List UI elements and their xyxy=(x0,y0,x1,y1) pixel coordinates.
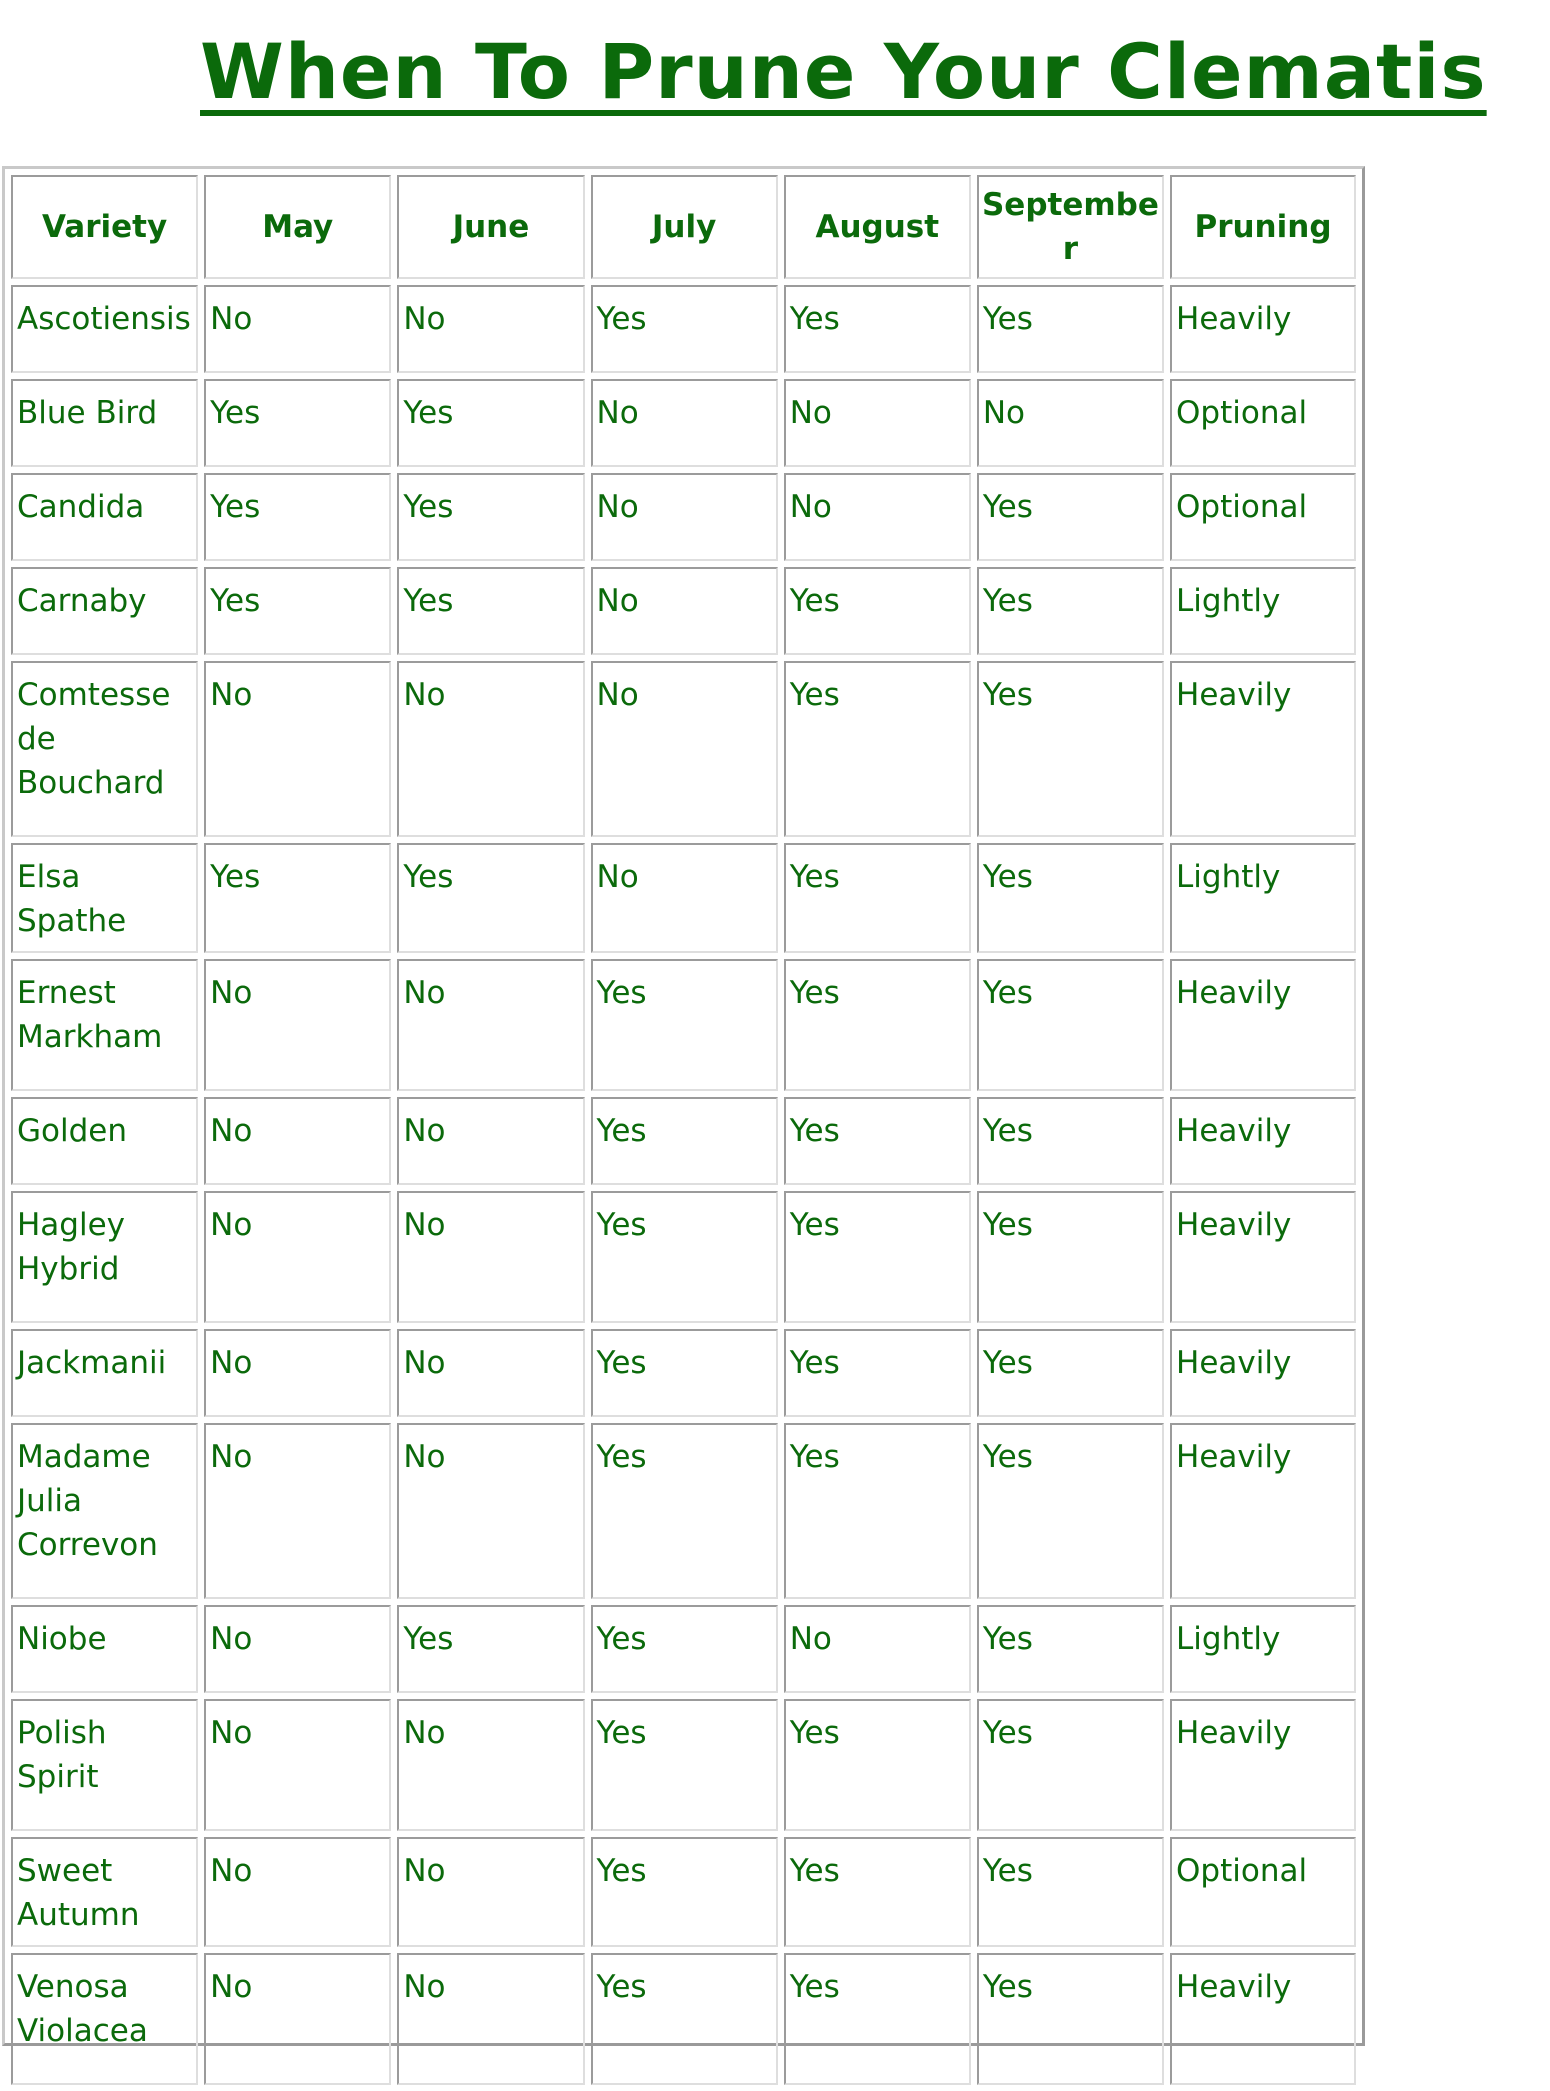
table-row xyxy=(11,379,1356,467)
pruning-cell: Heavily xyxy=(1170,1191,1356,1323)
table-row xyxy=(11,473,1356,561)
july-cell: Yes xyxy=(591,1953,778,2085)
may-cell: Yes xyxy=(204,473,391,561)
may-cell: No xyxy=(204,1605,391,1693)
may-cell: No xyxy=(204,661,391,837)
july-cell: Yes xyxy=(591,1423,778,1599)
august-cell: Yes xyxy=(784,1191,971,1323)
variety-cell: Ascotiensis xyxy=(11,285,198,373)
may-cell: No xyxy=(204,1953,391,2085)
june-cell: No xyxy=(397,1097,584,1185)
may-cell: No xyxy=(204,959,391,1091)
table-row xyxy=(11,661,1356,837)
june-cell: Yes xyxy=(397,843,584,953)
variety-cell: Sweet Autumn xyxy=(11,1837,198,1947)
header-pruning: Pruning xyxy=(1170,175,1356,279)
august-cell: Yes xyxy=(784,1699,971,1831)
july-cell: No xyxy=(591,567,778,655)
table-row xyxy=(11,843,1356,953)
pruning-table-container xyxy=(2,166,1365,2049)
table-row xyxy=(11,1699,1356,1831)
july-cell: Yes xyxy=(591,285,778,373)
july-cell: Yes xyxy=(591,1097,778,1185)
may-cell: No xyxy=(204,1329,391,1417)
june-cell: No xyxy=(397,959,584,1091)
header-september: September xyxy=(977,175,1164,279)
july-cell: Yes xyxy=(591,1699,778,1831)
june-cell: No xyxy=(397,285,584,373)
may-cell: No xyxy=(204,1423,391,1599)
variety-cell: Elsa Spathe xyxy=(11,843,198,953)
may-cell: Yes xyxy=(204,379,391,467)
table-row xyxy=(11,1605,1356,1693)
variety-cell: Hagley Hybrid xyxy=(11,1191,198,1323)
table-row xyxy=(11,285,1356,373)
may-cell: No xyxy=(204,1097,391,1185)
september-cell: Yes xyxy=(977,1423,1164,1599)
variety-cell: Blue Bird xyxy=(11,379,198,467)
pruning-cell: Optional xyxy=(1170,379,1356,467)
table-row xyxy=(11,959,1356,1091)
variety-cell: Carnaby xyxy=(11,567,198,655)
variety-cell: Comtesse de Bouchard xyxy=(11,661,198,837)
may-cell: No xyxy=(204,285,391,373)
june-cell: Yes xyxy=(397,567,584,655)
pruning-cell: Heavily xyxy=(1170,1699,1356,1831)
august-cell: Yes xyxy=(784,959,971,1091)
may-cell: No xyxy=(204,1837,391,1947)
june-cell: No xyxy=(397,1329,584,1417)
variety-cell: Jackmanii xyxy=(11,1329,198,1417)
august-cell: Yes xyxy=(784,1837,971,1947)
july-cell: Yes xyxy=(591,1837,778,1947)
pruning-cell: Heavily xyxy=(1170,285,1356,373)
variety-cell: Polish Spirit xyxy=(11,1699,198,1831)
table-row xyxy=(11,1097,1356,1185)
august-cell: Yes xyxy=(784,1423,971,1599)
june-cell: No xyxy=(397,661,584,837)
august-cell: No xyxy=(784,473,971,561)
july-cell: Yes xyxy=(591,1329,778,1417)
may-cell: Yes xyxy=(204,843,391,953)
table-row xyxy=(11,1329,1356,1417)
june-cell: No xyxy=(397,1699,584,1831)
variety-cell: Niobe xyxy=(11,1605,198,1693)
table-row xyxy=(11,1837,1356,1947)
july-cell: Yes xyxy=(591,1191,778,1323)
july-cell: No xyxy=(591,473,778,561)
july-cell: Yes xyxy=(591,959,778,1091)
august-cell: No xyxy=(784,1605,971,1693)
header-row xyxy=(11,175,1356,279)
june-cell: Yes xyxy=(397,473,584,561)
september-cell: Yes xyxy=(977,1097,1164,1185)
pruning-cell: Lightly xyxy=(1170,1605,1356,1693)
table-row xyxy=(11,1423,1356,1599)
august-cell: Yes xyxy=(784,843,971,953)
table-body xyxy=(11,285,1356,2085)
variety-cell: Madame Julia Correvon xyxy=(11,1423,198,1599)
variety-cell: Venosa Violacea xyxy=(11,1953,198,2085)
june-cell: Yes xyxy=(397,379,584,467)
july-cell: Yes xyxy=(591,1605,778,1693)
variety-cell: Candida xyxy=(11,473,198,561)
pruning-cell: Optional xyxy=(1170,1837,1356,1947)
august-cell: Yes xyxy=(784,567,971,655)
table-row xyxy=(11,1953,1356,2085)
august-cell: Yes xyxy=(784,285,971,373)
header-variety: Variety xyxy=(11,175,198,279)
july-cell: No xyxy=(591,843,778,953)
pruning-cell: Optional xyxy=(1170,473,1356,561)
september-cell: Yes xyxy=(977,959,1164,1091)
august-cell: Yes xyxy=(784,1097,971,1185)
table-header xyxy=(11,175,1356,279)
september-cell: Yes xyxy=(977,1605,1164,1693)
header-june: June xyxy=(397,175,584,279)
july-cell: No xyxy=(591,379,778,467)
may-cell: No xyxy=(204,1191,391,1323)
variety-cell: Golden xyxy=(11,1097,198,1185)
header-july: July xyxy=(591,175,778,279)
september-cell: Yes xyxy=(977,1699,1164,1831)
september-cell: Yes xyxy=(977,1837,1164,1947)
september-cell: Yes xyxy=(977,1191,1164,1323)
pruning-cell: Heavily xyxy=(1170,1423,1356,1599)
september-cell: Yes xyxy=(977,1329,1164,1417)
september-cell: Yes xyxy=(977,473,1164,561)
august-cell: Yes xyxy=(784,1329,971,1417)
header-may: May xyxy=(204,175,391,279)
august-cell: Yes xyxy=(784,661,971,837)
september-cell: No xyxy=(977,379,1164,467)
august-cell: Yes xyxy=(784,1953,971,2085)
pruning-cell: Lightly xyxy=(1170,567,1356,655)
pruning-cell: Heavily xyxy=(1170,1329,1356,1417)
september-cell: Yes xyxy=(977,661,1164,837)
june-cell: No xyxy=(397,1423,584,1599)
may-cell: No xyxy=(204,1699,391,1831)
june-cell: No xyxy=(397,1953,584,2085)
table-row xyxy=(11,567,1356,655)
july-cell: No xyxy=(591,661,778,837)
pruning-cell: Heavily xyxy=(1170,1953,1356,2085)
pruning-cell: Heavily xyxy=(1170,959,1356,1091)
pruning-cell: Heavily xyxy=(1170,661,1356,837)
september-cell: Yes xyxy=(977,1953,1164,2085)
pruning-cell: Lightly xyxy=(1170,843,1356,953)
september-cell: Yes xyxy=(977,567,1164,655)
may-cell: Yes xyxy=(204,567,391,655)
variety-cell: Ernest Markham xyxy=(11,959,198,1091)
june-cell: Yes xyxy=(397,1605,584,1693)
pruning-table xyxy=(5,169,1362,2091)
table-row xyxy=(11,1191,1356,1323)
september-cell: Yes xyxy=(977,843,1164,953)
page-title: When To Prune Your Clematis xyxy=(200,27,1487,116)
september-cell: Yes xyxy=(977,285,1164,373)
june-cell: No xyxy=(397,1191,584,1323)
august-cell: No xyxy=(784,379,971,467)
header-august: August xyxy=(784,175,971,279)
pruning-cell: Heavily xyxy=(1170,1097,1356,1185)
june-cell: No xyxy=(397,1837,584,1947)
